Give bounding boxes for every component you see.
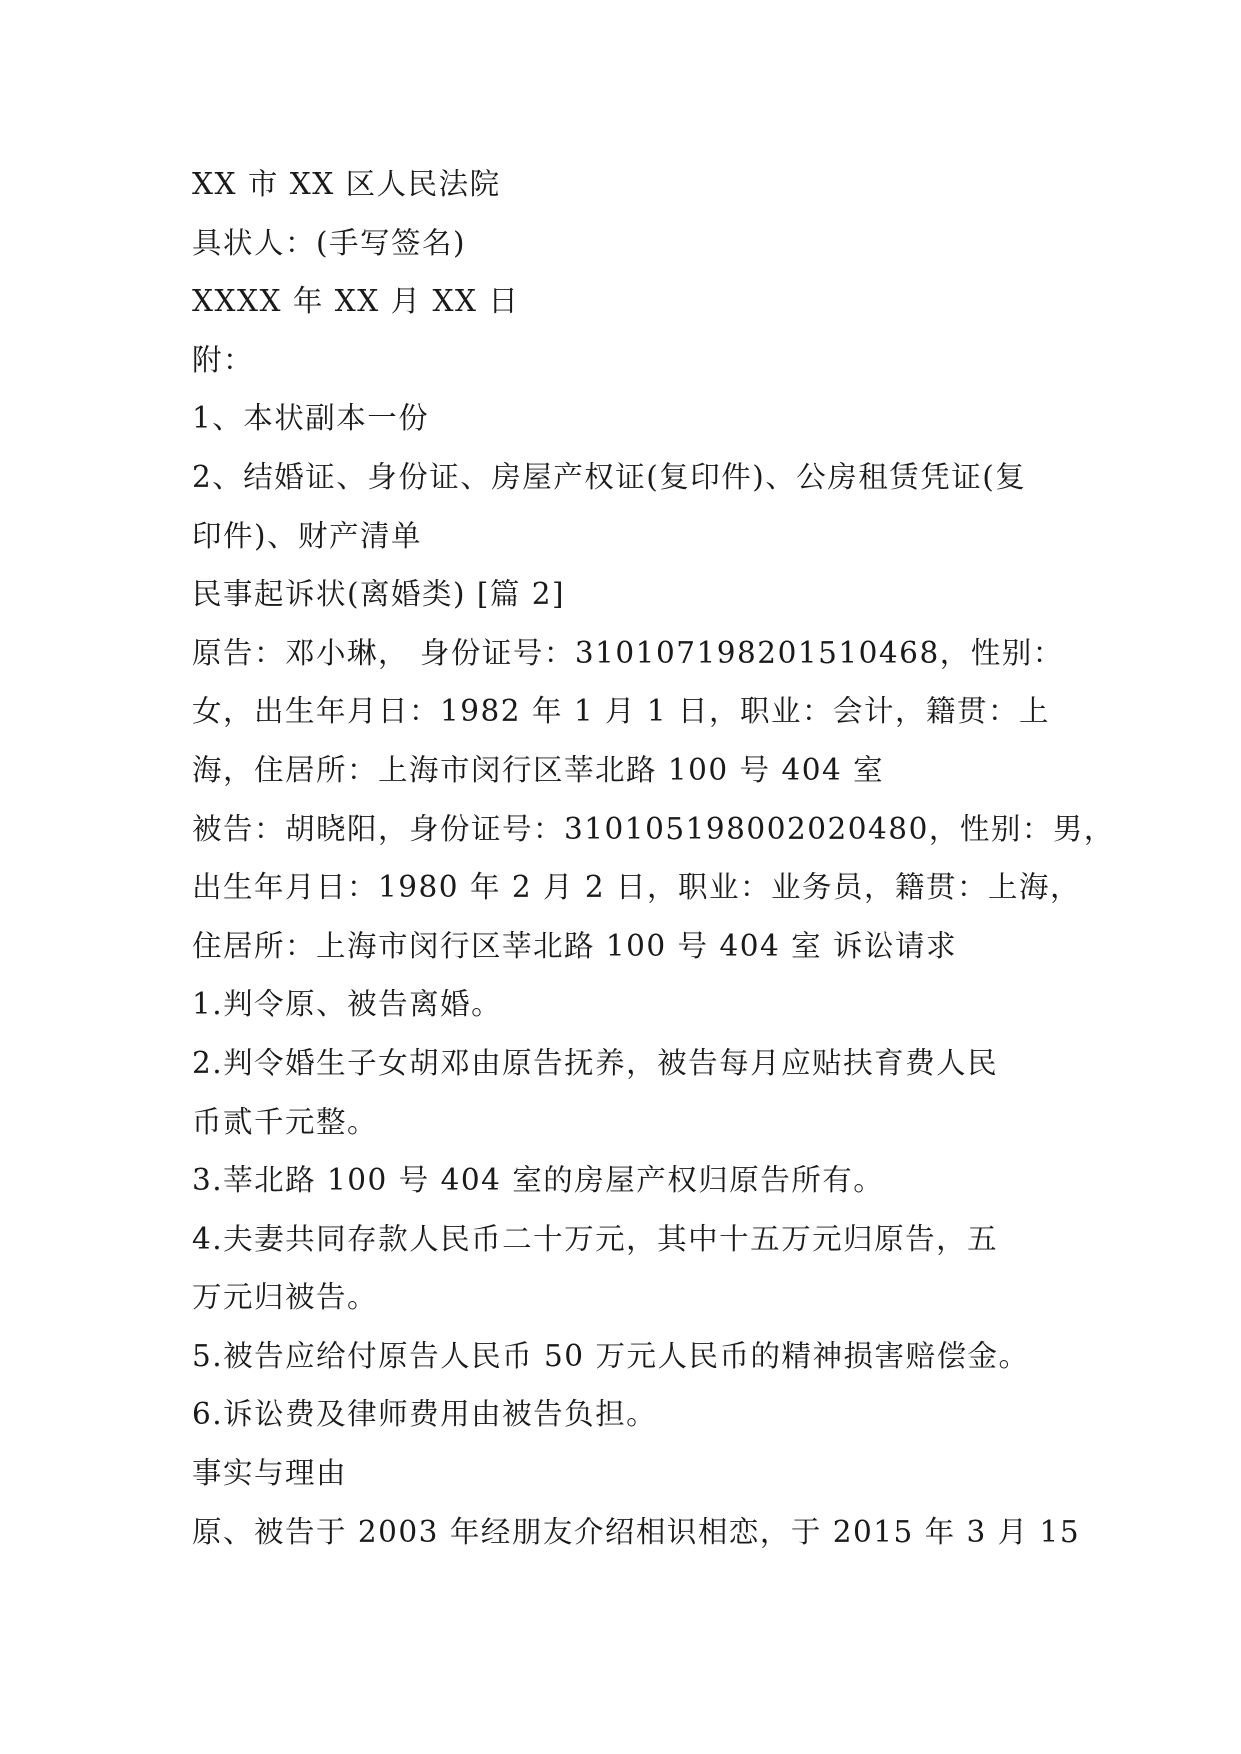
claim-item-continued: 币贰千元整。 <box>192 1104 379 1139</box>
claim-item-continued: 万元归被告。 <box>192 1280 379 1315</box>
attachment-item: 1、本状副本一份 <box>192 401 430 436</box>
defendant-info: 住居所：上海市闵行区莘北路 100 号 404 室 诉讼请求 <box>192 928 957 963</box>
plaintiff-info: 女，出生年月日：1982 年 1 月 1 日，职业：会计，籍贯：上 <box>192 694 1050 729</box>
section-title: 民事起诉状(离婚类) [篇 2] <box>192 577 566 612</box>
facts-heading: 事实与理由 <box>192 1456 348 1491</box>
attachment-item: 2、结婚证、身份证、房屋产权证(复印件)、公房租赁凭证(复 <box>192 459 1027 494</box>
claim-item: 4.夫妻共同存款人民币二十万元，其中十五万元归原告，五 <box>192 1221 999 1256</box>
date-line: XXXX 年 XX 月 XX 日 <box>192 284 520 319</box>
claim-item: 3.莘北路 100 号 404 室的房屋产权归原告所有。 <box>192 1163 885 1198</box>
defendant-info: 被告：胡晓阳，身份证号：310105198002020480，性别：男， <box>192 811 1115 846</box>
claim-item: 6.诉讼费及律师费用由被告负担。 <box>192 1397 658 1432</box>
document-page <box>192 155 1115 1561</box>
defendant-info: 出生年月日：1980 年 2 月 2 日，职业：业务员，籍贯：上海， <box>192 870 1081 905</box>
claim-item: 2.判令婚生子女胡邓由原告抚养，被告每月应贴扶育费人民 <box>192 1045 999 1080</box>
plaintiff-info: 原告：邓小琳， 身份证号：310107198201510468，性别： <box>192 635 1064 670</box>
court-name: XX 市 XX 区人民法院 <box>192 167 501 201</box>
claim-item: 1.判令原、被告离婚。 <box>192 987 503 1022</box>
facts-paragraph: 原、被告于 2003 年经朋友介绍相识相恋，于 2015 年 3 月 15 <box>192 1514 1081 1549</box>
plaintiff-info: 海，住居所：上海市闵行区莘北路 100 号 404 室 <box>192 752 885 787</box>
claim-item: 5.被告应给付原告人民币 50 万元人民币的精神损害赔偿金。 <box>192 1338 1030 1373</box>
attachment-item-continued: 印件)、财产清单 <box>192 518 423 553</box>
signature-line: 具状人：(手写签名) <box>192 225 467 260</box>
attachments-heading: 附： <box>192 342 255 377</box>
